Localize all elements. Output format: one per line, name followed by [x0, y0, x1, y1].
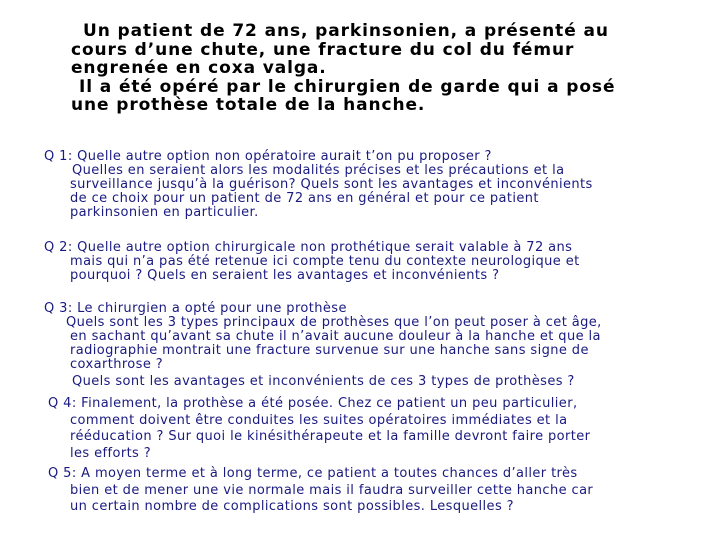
question-3 — [44, 302, 602, 389]
question-1-line-4: de ce choix pour un patient de 72 ans en général et pour ce patient — [70, 191, 539, 206]
case-description — [71, 22, 711, 115]
question-4 — [48, 396, 590, 462]
question-1-line-2: Quelles en seraient alors les modalités précises et les précautions et la — [72, 163, 565, 178]
question-3-line-2: Quels sont les 3 types principaux de prothèses que l’on peut poser à cet âge, — [66, 315, 602, 330]
question-2 — [44, 241, 580, 283]
question-5-title: Q 5: A moyen terme et à long terme, ce patient a toutes chances d’aller très — [48, 466, 578, 481]
question-4-line-2: comment doivent être conduites les suites opératoires immédiates et la — [70, 412, 568, 428]
question-4-title: Q 4: Finalement, la prothèse a été posée. Chez ce patient un peu particulier, — [48, 396, 578, 411]
question-1 — [44, 150, 593, 220]
intro-line-2: cours d’une chute, une fracture du col du fémur — [71, 39, 575, 60]
question-3-line-5: coxarthrose ? — [70, 357, 164, 372]
intro-line-4: Il a été opéré par le chirurgien de garde qui a posé — [79, 76, 616, 97]
question-3-line-4: radiographie montrait une fracture survenue sur une hanche sans signe de — [70, 343, 589, 358]
intro-line-5: une prothèse totale de la hanche. — [71, 95, 426, 115]
question-2-line-2: mais qui n’a pas été retenue ici compte tenu du contexte neurologique et — [70, 254, 580, 269]
question-3-line-6: Quels sont les avantages et inconvénients de ces 3 types de prothèses ? — [72, 374, 575, 389]
question-5 — [48, 466, 593, 516]
question-4-line-3: rééducation ? Sur quoi le kinésithérapeute et la famille devront faire porter — [70, 429, 591, 444]
question-3-line-3: en sachant qu’avant sa chute il n’avait aucune douleur à la hanche et que la — [70, 329, 601, 344]
question-2-title: Q 2: Quelle autre option chirurgicale non prothétique serait valable à 72 ans — [44, 240, 573, 255]
question-5-line-2: bien et de mener une vie normale mais il faudra surveiller cette hanche car — [70, 482, 594, 498]
intro-line-3: engrenée en coxa valga. — [71, 58, 327, 78]
question-2-line-3: pourquoi ? Quels en seraient les avantages et inconvénients ? — [70, 268, 500, 283]
question-4-line-4: les efforts ? — [70, 445, 152, 461]
question-1-line-3: surveillance jusqu’à la guérison? Quels sont les avantages et inconvénients — [70, 177, 593, 192]
question-1-line-5: parkinsonien en particulier. — [70, 205, 259, 220]
question-3-title: Q 3: Le chirurgien a opté pour une prothèse — [44, 301, 347, 316]
intro-line-1: Un patient de 72 ans, parkinsonien, a présenté au — [83, 21, 609, 41]
question-1-title: Q 1: Quelle autre option non opératoire aurait t’on pu proposer ? — [44, 149, 492, 164]
question-5-line-3: un certain nombre de complications sont possibles. Lesquelles ? — [70, 499, 514, 514]
